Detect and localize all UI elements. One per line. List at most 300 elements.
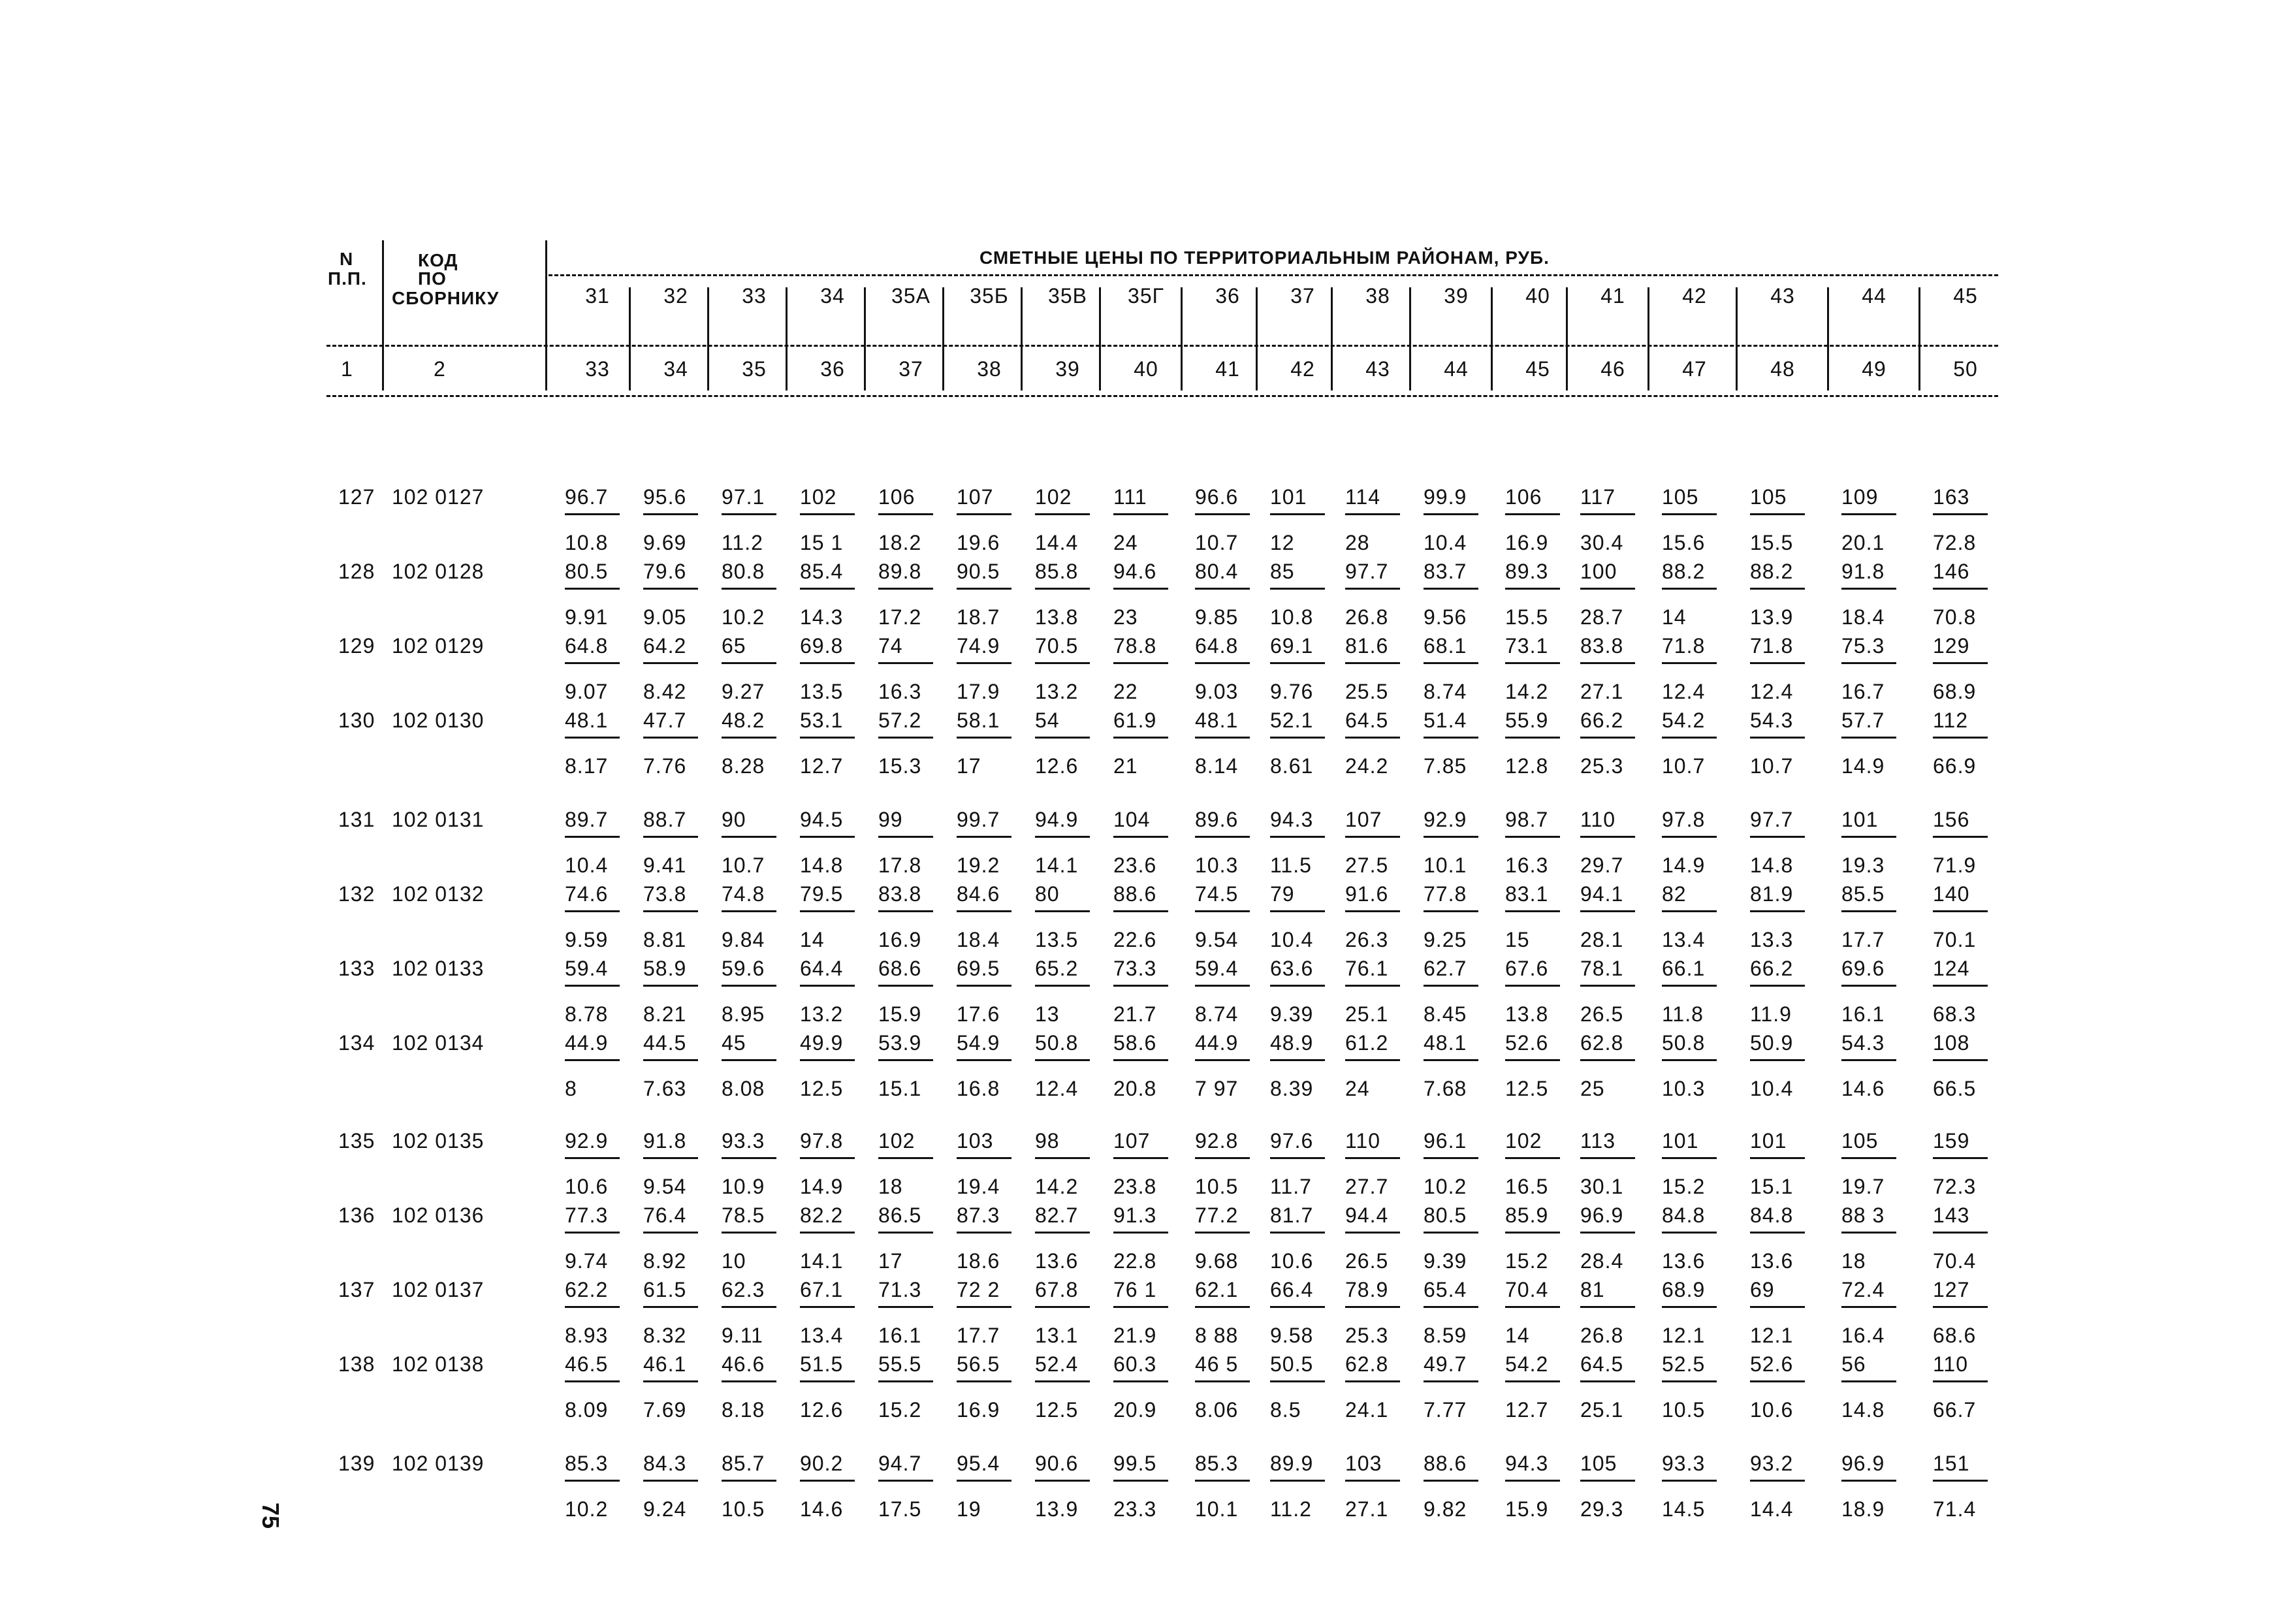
price-top: 79: [1270, 882, 1295, 906]
price-top: 49.9: [800, 1031, 844, 1055]
price-top: 94.6: [1113, 560, 1157, 583]
price-bottom: 68.3: [1933, 1002, 1977, 1026]
price-top: 52.6: [1505, 1031, 1549, 1055]
price-bottom: 12.4: [1035, 1077, 1079, 1100]
price-top: 72 2: [957, 1278, 1000, 1301]
header-region-label: 34: [820, 284, 845, 308]
price-top: 54.2: [1505, 1352, 1549, 1376]
row-code: 102 0139: [392, 1452, 485, 1475]
fraction-bar: [1113, 985, 1168, 987]
fraction-bar: [957, 1059, 1011, 1061]
price-top: 97.8: [1662, 808, 1706, 831]
fraction-bar: [565, 1232, 620, 1234]
header-column-bar: [1566, 287, 1568, 390]
fraction-bar: [722, 1480, 776, 1482]
price-bottom: 10.7: [722, 853, 765, 877]
price-top: 98: [1035, 1129, 1060, 1153]
price-top: 83.8: [1580, 634, 1624, 658]
fraction-bar: [1841, 513, 1896, 515]
price-top: 105: [1841, 1129, 1879, 1153]
fraction-bar: [1750, 910, 1805, 912]
fraction-bar: [1195, 985, 1250, 987]
fraction-bar: [643, 1380, 698, 1382]
price-bottom: 10.7: [1662, 754, 1706, 778]
price-top: 51.4: [1424, 709, 1467, 732]
price-bottom: 12.5: [800, 1077, 844, 1100]
fraction-bar: [722, 1380, 776, 1382]
price-bottom: 14.8: [1841, 1398, 1885, 1422]
price-top: 99: [878, 808, 903, 831]
row-number: 134: [338, 1031, 375, 1055]
price-bottom: 9.25: [1424, 928, 1467, 951]
price-top: 62.8: [1345, 1352, 1389, 1376]
price-bottom: 15.1: [878, 1077, 922, 1100]
price-bottom: 26.5: [1580, 1002, 1624, 1026]
price-top: 77.2: [1195, 1203, 1239, 1227]
price-bottom: 8.09: [565, 1398, 609, 1422]
fraction-bar: [1505, 588, 1560, 590]
fraction-bar: [1424, 588, 1478, 590]
fraction-bar: [1580, 1306, 1635, 1308]
price-top: 56: [1841, 1352, 1866, 1376]
price-bottom: 70.1: [1933, 928, 1977, 951]
fraction-bar: [1345, 588, 1400, 590]
fraction-bar: [957, 1380, 1011, 1382]
price-bottom: 13.8: [1035, 605, 1079, 629]
fraction-bar: [1841, 1232, 1896, 1234]
price-top: 73.3: [1113, 957, 1157, 980]
price-top: 156: [1933, 808, 1970, 831]
fraction-bar: [1750, 513, 1805, 515]
price-bottom: 9.56: [1424, 605, 1467, 629]
price-top: 68.9: [1662, 1278, 1706, 1301]
fraction-bar: [1662, 836, 1717, 838]
row-code: 102 0132: [392, 882, 485, 906]
price-bottom: 9.05: [643, 605, 687, 629]
fraction-bar: [1270, 1059, 1325, 1061]
price-bottom: 7.63: [643, 1077, 687, 1100]
price-top: 84.6: [957, 882, 1000, 906]
header-title: СМЕТНЫЕ ЦЕНЫ ПО ТЕРРИТОРИАЛЬНЫМ РАЙОНАМ, РУБ.: [979, 247, 1550, 268]
price-bottom: 14.1: [800, 1249, 844, 1273]
price-bottom: 8.59: [1424, 1324, 1467, 1347]
price-bottom: 12.5: [1035, 1398, 1079, 1422]
header-code-label-1: КОД: [418, 250, 458, 270]
price-bottom: 10.6: [1270, 1249, 1314, 1273]
price-top: 78.9: [1345, 1278, 1389, 1301]
price-bottom: 8.18: [722, 1398, 765, 1422]
fraction-bar: [1345, 1059, 1400, 1061]
price-top: 101: [1270, 485, 1307, 509]
price-top: 105: [1662, 485, 1699, 509]
fraction-bar: [957, 588, 1011, 590]
price-bottom: 14.2: [1035, 1175, 1079, 1198]
price-top: 45: [722, 1031, 746, 1055]
price-top: 117: [1580, 485, 1616, 509]
header-column-number: 33: [585, 357, 610, 381]
price-bottom: 15.2: [878, 1398, 922, 1422]
fraction-bar: [1270, 910, 1325, 912]
header-region-label: 42: [1682, 284, 1707, 308]
price-bottom: 7.77: [1424, 1398, 1467, 1422]
fraction-bar: [1195, 1157, 1250, 1159]
price-top: 163: [1933, 485, 1970, 509]
fraction-bar: [1035, 1232, 1090, 1234]
fraction-bar: [1424, 1232, 1478, 1234]
fraction-bar: [957, 737, 1011, 739]
price-bottom: 8.28: [722, 754, 765, 778]
header-column-bar: [1256, 287, 1258, 390]
price-bottom: 9.03: [1195, 680, 1239, 703]
price-top: 51.5: [800, 1352, 844, 1376]
header-column-bar: [1181, 287, 1183, 390]
price-top: 66.2: [1580, 709, 1624, 732]
fraction-bar: [1505, 737, 1560, 739]
row-code: 102 0133: [392, 957, 485, 980]
price-top: 105: [1580, 1452, 1617, 1475]
price-bottom: 9.59: [565, 928, 609, 951]
price-top: 76 1: [1113, 1278, 1157, 1301]
price-top: 52.6: [1750, 1352, 1794, 1376]
header-region-label: 35Г: [1128, 284, 1164, 308]
price-bottom: 8.17: [565, 754, 609, 778]
price-top: 48.2: [722, 709, 765, 732]
fraction-bar: [1424, 513, 1478, 515]
fraction-bar: [1662, 1380, 1717, 1382]
price-top: 85.9: [1505, 1203, 1549, 1227]
fraction-bar: [643, 1157, 698, 1159]
price-bottom: 30.4: [1580, 531, 1624, 554]
fraction-bar: [1195, 588, 1250, 590]
fraction-bar: [565, 513, 620, 515]
fraction-bar: [800, 1306, 855, 1308]
price-bottom: 12.4: [1662, 680, 1706, 703]
fraction-bar: [643, 1306, 698, 1308]
fraction-bar: [878, 910, 933, 912]
price-bottom: 10.7: [1750, 754, 1794, 778]
price-bottom: 10.5: [1195, 1175, 1239, 1198]
price-bottom: 14.6: [800, 1497, 844, 1521]
price-bottom: 8: [565, 1077, 577, 1100]
header-code-label-2: ПО: [418, 268, 447, 289]
price-top: 99.9: [1424, 485, 1467, 509]
price-bottom: 29.7: [1580, 853, 1624, 877]
price-top: 91.8: [1841, 560, 1885, 583]
price-bottom: 16.5: [1505, 1175, 1549, 1198]
fraction-bar: [1933, 513, 1988, 515]
price-top: 69.6: [1841, 957, 1885, 980]
fraction-bar: [1580, 662, 1635, 664]
price-top: 62.3: [722, 1278, 765, 1301]
header-region-label: 32: [663, 284, 688, 308]
row-number: 131: [338, 808, 375, 831]
price-bottom: 9.85: [1195, 605, 1239, 629]
price-bottom: 19.6: [957, 531, 1000, 554]
header-index-code: 2: [434, 357, 446, 381]
price-top: 80.5: [565, 560, 609, 583]
price-bottom: 26.8: [1345, 605, 1389, 629]
price-top: 58.9: [643, 957, 687, 980]
price-top: 96.7: [565, 485, 609, 509]
fraction-bar: [722, 513, 776, 515]
fraction-bar: [878, 1059, 933, 1061]
price-top: 104: [1113, 808, 1151, 831]
fraction-bar: [957, 836, 1011, 838]
price-bottom: 8.95: [722, 1002, 765, 1026]
price-bottom: 17: [878, 1249, 903, 1273]
price-top: 91.8: [643, 1129, 687, 1153]
fraction-bar: [878, 1480, 933, 1482]
price-bottom: 14.8: [1750, 853, 1794, 877]
price-bottom: 7.69: [643, 1398, 687, 1422]
price-top: 49.7: [1424, 1352, 1467, 1376]
row-number: 130: [338, 709, 375, 732]
price-top: 54.2: [1662, 709, 1706, 732]
price-bottom: 10: [722, 1249, 746, 1273]
price-top: 90.2: [800, 1452, 844, 1475]
price-bottom: 24: [1345, 1077, 1370, 1100]
price-bottom: 19.2: [957, 853, 1000, 877]
price-bottom: 8.78: [565, 1002, 609, 1026]
price-top: 61.5: [643, 1278, 687, 1301]
price-top: 94.7: [878, 1452, 922, 1475]
price-bottom: 11.2: [1270, 1497, 1312, 1521]
fraction-bar: [722, 1157, 776, 1159]
fraction-bar: [722, 737, 776, 739]
price-top: 82.7: [1035, 1203, 1079, 1227]
price-bottom: 14.3: [800, 605, 844, 629]
fraction-bar: [1113, 1380, 1168, 1382]
price-bottom: 27.1: [1580, 680, 1624, 703]
fraction-bar: [1270, 1157, 1325, 1159]
price-top: 129: [1933, 634, 1970, 658]
page-number: 75: [257, 1502, 285, 1529]
price-bottom: 10.8: [565, 531, 609, 554]
price-bottom: 8.42: [643, 680, 687, 703]
price-bottom: 30.1: [1580, 1175, 1624, 1198]
price-bottom: 10.2: [722, 605, 765, 629]
price-top: 93.3: [722, 1129, 765, 1153]
fraction-bar: [1505, 662, 1560, 664]
price-bottom: 17.9: [957, 680, 1000, 703]
price-top: 101: [1750, 1129, 1787, 1153]
price-bottom: 8.92: [643, 1249, 687, 1273]
price-top: 97.8: [800, 1129, 844, 1153]
price-top: 52.1: [1270, 709, 1314, 732]
fraction-bar: [1035, 588, 1090, 590]
fraction-bar: [800, 836, 855, 838]
price-bottom: 9.74: [565, 1249, 609, 1273]
price-top: 87.3: [957, 1203, 1000, 1227]
fraction-bar: [1841, 1480, 1896, 1482]
price-bottom: 11.7: [1270, 1175, 1312, 1198]
price-bottom: 7 97: [1195, 1077, 1239, 1100]
price-bottom: 8.39: [1270, 1077, 1314, 1100]
price-top: 93.2: [1750, 1452, 1794, 1475]
price-bottom: 10.2: [565, 1497, 609, 1521]
fraction-bar: [1424, 1480, 1478, 1482]
fraction-bar: [1841, 836, 1896, 838]
fraction-bar: [800, 1232, 855, 1234]
price-top: 92.9: [565, 1129, 609, 1153]
price-top: 85.7: [722, 1452, 765, 1475]
fraction-bar: [1933, 985, 1988, 987]
fraction-bar: [878, 588, 933, 590]
row-number: 135: [338, 1129, 375, 1153]
price-top: 62.8: [1580, 1031, 1624, 1055]
fraction-bar: [643, 836, 698, 838]
price-top: 91.6: [1345, 882, 1389, 906]
header-column-bar: [1021, 287, 1023, 390]
price-top: 106: [878, 485, 915, 509]
fraction-bar: [1841, 1059, 1896, 1061]
row-code: 102 0130: [392, 709, 485, 732]
header-column-bar: [629, 287, 631, 390]
price-bottom: 10.3: [1195, 853, 1239, 877]
price-bottom: 18.9: [1841, 1497, 1885, 1521]
price-top: 54.3: [1750, 709, 1794, 732]
price-bottom: 26.8: [1580, 1324, 1624, 1347]
fraction-bar: [800, 662, 855, 664]
price-bottom: 10.4: [1424, 531, 1467, 554]
fraction-bar: [565, 588, 620, 590]
price-top: 72.4: [1841, 1278, 1885, 1301]
price-top: 105: [1750, 485, 1787, 509]
header-column-number: 34: [663, 357, 688, 381]
price-bottom: 19: [957, 1497, 981, 1521]
price-bottom: 16.9: [1505, 531, 1549, 554]
price-top: 111: [1113, 485, 1147, 509]
fraction-bar: [1270, 737, 1325, 739]
price-bottom: 10.1: [1424, 853, 1467, 877]
fraction-bar: [1750, 588, 1805, 590]
fraction-bar: [1505, 1232, 1560, 1234]
price-top: 50.8: [1035, 1031, 1079, 1055]
fraction-bar: [1580, 1059, 1635, 1061]
price-bottom: 8.21: [643, 1002, 687, 1026]
price-top: 91.3: [1113, 1203, 1157, 1227]
price-top: 81.7: [1270, 1203, 1314, 1227]
header-region-label: 38: [1365, 284, 1390, 308]
row-code: 102 0134: [392, 1031, 485, 1055]
price-top: 113: [1580, 1129, 1616, 1153]
header-region-label: 31: [585, 284, 610, 308]
header-rule-top: [549, 274, 1998, 276]
price-top: 69.1: [1270, 634, 1314, 658]
price-bottom: 18.4: [957, 928, 1000, 951]
price-bottom: 25.3: [1580, 754, 1624, 778]
fraction-bar: [878, 836, 933, 838]
price-top: 59.6: [722, 957, 765, 980]
price-top: 46.5: [565, 1352, 609, 1376]
price-top: 76.1: [1345, 957, 1389, 980]
price-top: 88.2: [1662, 560, 1706, 583]
header-region-label: 35Б: [970, 284, 1009, 308]
price-top: 61.2: [1345, 1031, 1389, 1055]
fraction-bar: [1345, 1480, 1400, 1482]
fraction-bar: [878, 1157, 933, 1159]
price-bottom: 15.5: [1505, 605, 1549, 629]
price-top: 50.5: [1270, 1352, 1314, 1376]
price-top: 57.2: [878, 709, 922, 732]
price-top: 85.4: [800, 560, 844, 583]
price-top: 97.1: [722, 485, 765, 509]
price-top: 143: [1933, 1203, 1970, 1227]
price-bottom: 13.5: [800, 680, 844, 703]
price-top: 88.2: [1750, 560, 1794, 583]
price-top: 70.5: [1035, 634, 1079, 658]
price-bottom: 24: [1113, 531, 1138, 554]
price-top: 110: [1580, 808, 1616, 831]
price-top: 96.9: [1841, 1452, 1885, 1475]
fraction-bar: [1933, 1380, 1988, 1382]
header-region-label: 43: [1770, 284, 1795, 308]
header-vbar: [382, 240, 384, 390]
price-bottom: 17.6: [957, 1002, 1000, 1026]
fraction-bar: [878, 737, 933, 739]
fraction-bar: [1750, 662, 1805, 664]
price-top: 81.6: [1345, 634, 1389, 658]
price-top: 151: [1933, 1452, 1970, 1475]
fraction-bar: [1841, 910, 1896, 912]
price-top: 94.3: [1270, 808, 1314, 831]
price-top: 78.5: [722, 1203, 765, 1227]
price-top: 80.5: [1424, 1203, 1467, 1227]
fraction-bar: [1195, 737, 1250, 739]
price-top: 75.3: [1841, 634, 1885, 658]
price-top: 110: [1345, 1129, 1381, 1153]
fraction-bar: [722, 985, 776, 987]
header-region-label: 37: [1290, 284, 1315, 308]
price-top: 85: [1270, 560, 1295, 583]
price-bottom: 21: [1113, 754, 1138, 778]
fraction-bar: [1933, 910, 1988, 912]
fraction-bar: [1505, 985, 1560, 987]
fraction-bar: [1035, 836, 1090, 838]
price-bottom: 10.9: [722, 1175, 765, 1198]
price-bottom: 16.9: [878, 928, 922, 951]
price-top: 74: [878, 634, 903, 658]
fraction-bar: [878, 1232, 933, 1234]
price-top: 80: [1035, 882, 1060, 906]
header-column-number: 44: [1444, 357, 1469, 381]
price-bottom: 15.6: [1662, 531, 1706, 554]
price-bottom: 14.1: [1035, 853, 1079, 877]
row-code: 102 0128: [392, 560, 485, 583]
price-bottom: 72.8: [1933, 531, 1977, 554]
fraction-bar: [565, 985, 620, 987]
price-bottom: 29.3: [1580, 1497, 1624, 1521]
fraction-bar: [1035, 985, 1090, 987]
price-top: 64.2: [643, 634, 687, 658]
fraction-bar: [1933, 1157, 1988, 1159]
price-bottom: 10.6: [1750, 1398, 1794, 1422]
price-top: 55.5: [878, 1352, 922, 1376]
price-bottom: 15.2: [1505, 1249, 1549, 1273]
header-column-number: 36: [820, 357, 845, 381]
price-bottom: 17.5: [878, 1497, 922, 1521]
row-number: 136: [338, 1203, 375, 1227]
price-bottom: 28.1: [1580, 928, 1624, 951]
fraction-bar: [1270, 836, 1325, 838]
fraction-bar: [1580, 985, 1635, 987]
header-column-bar: [1409, 287, 1411, 390]
price-top: 98.7: [1505, 808, 1549, 831]
price-top: 67.8: [1035, 1278, 1079, 1301]
fraction-bar: [878, 1380, 933, 1382]
price-bottom: 25.5: [1345, 680, 1389, 703]
fraction-bar: [1345, 737, 1400, 739]
